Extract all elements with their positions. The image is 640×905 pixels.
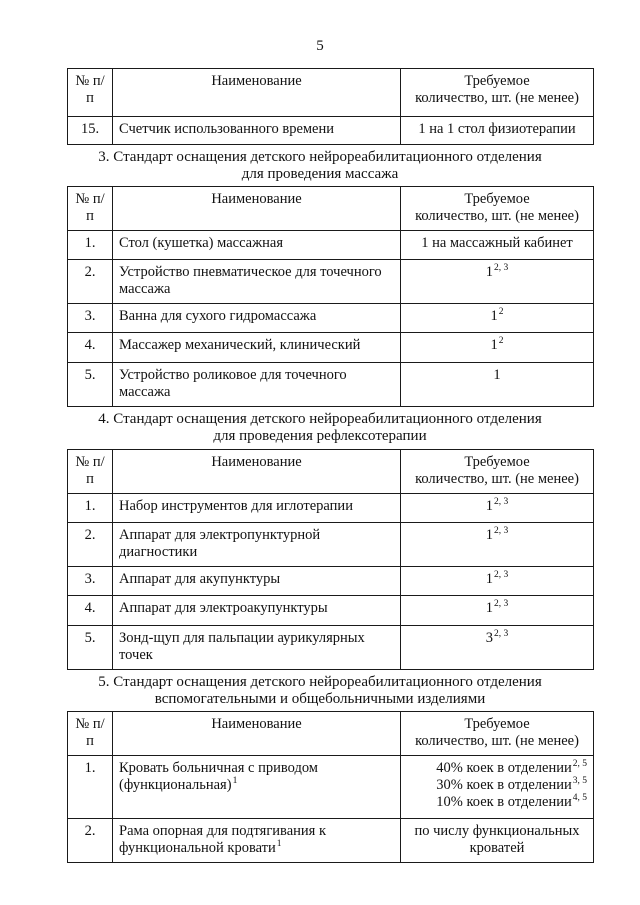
section-3-title-line2: для проведения массажа	[241, 166, 399, 182]
section-5-title-line1: 5. Стандарт оснащения детского нейрореабилитационного отделения	[98, 674, 542, 690]
header-qty: Требуемое количество, шт. (не менее)	[401, 187, 594, 231]
row-qty: по числу функциональных кроватей	[401, 819, 594, 863]
row-name: Набор инструментов для иглотерапии	[113, 494, 401, 523]
row-qty: 1$^{2, 3}$	[401, 260, 594, 304]
table-row	[68, 494, 594, 523]
table-header-row	[68, 712, 594, 756]
table-header-row	[68, 450, 594, 494]
row-name: Массажер механический, клинический	[113, 333, 401, 363]
row-name: Рама опорная для подтягивания к функциональной кровати$^1$	[113, 819, 401, 863]
footnote-ref: 2	[498, 336, 504, 346]
section-3-title-line1: 3. Стандарт оснащения детского нейрореабилитационного отделения	[98, 149, 542, 165]
header-num: № п/п	[68, 712, 113, 756]
header-qty: Требуемое количество, шт. (не менее)	[401, 712, 594, 756]
table-row	[68, 756, 594, 819]
table-row	[68, 304, 594, 333]
header-name: Наименование	[113, 450, 401, 494]
table-header-row	[68, 187, 594, 231]
footnote-ref: 4, 5	[572, 793, 587, 803]
footnote-ref: 2, 3	[494, 497, 509, 507]
row-num: 1.	[68, 494, 113, 523]
row-qty: 1$^{2, 3}$	[401, 494, 594, 523]
row-qty: 1$^{2, 3}$	[401, 523, 594, 567]
row-num: 2.	[68, 260, 113, 304]
table-header-row	[68, 69, 594, 117]
row-num: 3.	[68, 304, 113, 333]
row-num: 4.	[68, 596, 113, 626]
header-qty: Требуемое количество, шт. (не менее)	[401, 69, 594, 117]
row-name: Ванна для сухого гидромассажа	[113, 304, 401, 333]
header-name: Наименование	[113, 187, 401, 231]
table-massage	[67, 186, 593, 407]
table-row	[68, 260, 594, 304]
footnote-ref: 3, 5	[572, 776, 587, 786]
row-qty: 1	[401, 363, 594, 407]
row-qty: $1^2$	[401, 333, 594, 363]
row-name: Счетчик использованного времени	[113, 117, 401, 145]
header-name: Наименование	[113, 712, 401, 756]
row-qty: 40% коек в отделении$^{2, 5}$ 30% коек в отделении$^{3, 5}$ 10% коек в отделении$^{4, 5}$	[401, 756, 594, 819]
footnote-ref: 1	[276, 839, 282, 849]
footnote-ref: 2, 3	[494, 263, 509, 273]
row-num: 4.	[68, 333, 113, 363]
table-auxiliary	[67, 711, 593, 863]
row-name: Аппарат для акупунктуры	[113, 567, 401, 596]
row-qty: 3$^{2, 3}$	[401, 626, 594, 670]
header-num: № п/п	[68, 69, 113, 117]
row-name: Стол (кушетка) массажная	[113, 231, 401, 260]
table-row	[68, 596, 594, 626]
row-name: Устройство пневматическое для точечного массажа	[113, 260, 401, 304]
row-qty: $1^2$	[401, 304, 594, 333]
section-3-heading	[0, 149, 640, 183]
row-num: 1.	[68, 231, 113, 260]
header-qty: Требуемое количество, шт. (не менее)	[401, 450, 594, 494]
table-row	[68, 231, 594, 260]
footnote-ref: 2, 3	[494, 526, 509, 536]
table-continuation	[67, 68, 593, 145]
table-row	[68, 626, 594, 670]
table-row	[68, 333, 594, 363]
row-name: Аппарат для электропунктурной диагностики	[113, 523, 401, 567]
row-name: Кровать больничная с приводом (функциональная)$^1$	[113, 756, 401, 819]
row-num: 5.	[68, 363, 113, 407]
page-number: 5	[316, 38, 324, 54]
section-5-title-line2: вспомогательными и общебольничными изделиями	[154, 691, 486, 707]
row-num: 2.	[68, 819, 113, 863]
section-4-heading	[0, 411, 640, 445]
footnote-ref: 1	[232, 776, 238, 786]
footnote-ref: 2, 5	[572, 759, 587, 769]
row-num: 5.	[68, 626, 113, 670]
header-num: № п/п	[68, 187, 113, 231]
section-5-heading	[0, 674, 640, 708]
footnote-ref: 2	[498, 307, 504, 317]
row-num: 3.	[68, 567, 113, 596]
row-num: 2.	[68, 523, 113, 567]
section-4-title-line1: 4. Стандарт оснащения детского нейрореабилитационного отделения	[98, 411, 542, 427]
header-num: № п/п	[68, 450, 113, 494]
footnote-ref: 2, 3	[494, 570, 509, 580]
table-row	[68, 819, 594, 863]
header-name: Наименование	[113, 69, 401, 117]
table-row	[68, 523, 594, 567]
table-row	[68, 117, 594, 145]
footnote-ref: 2, 3	[494, 629, 509, 639]
row-qty: 1$^{2, 3}$	[401, 567, 594, 596]
row-name: Аппарат для электроакупунктуры	[113, 596, 401, 626]
row-num: 1.	[68, 756, 113, 819]
row-name: Зонд-щуп для пальпации аурикулярных точек	[113, 626, 401, 670]
row-qty: 1$^{2, 3}$	[401, 596, 594, 626]
table-row	[68, 567, 594, 596]
table-row	[68, 363, 594, 407]
row-qty: 1 на 1 стол физиотерапии	[401, 117, 594, 145]
row-qty: 1 на массажный кабинет	[401, 231, 594, 260]
row-num: 15.	[68, 117, 113, 145]
row-name: Устройство роликовое для точечного массажа	[113, 363, 401, 407]
footnote-ref: 2, 3	[494, 599, 509, 609]
table-reflexotherapy	[67, 449, 593, 670]
section-4-title-line2: для проведения рефлексотерапии	[213, 428, 427, 444]
